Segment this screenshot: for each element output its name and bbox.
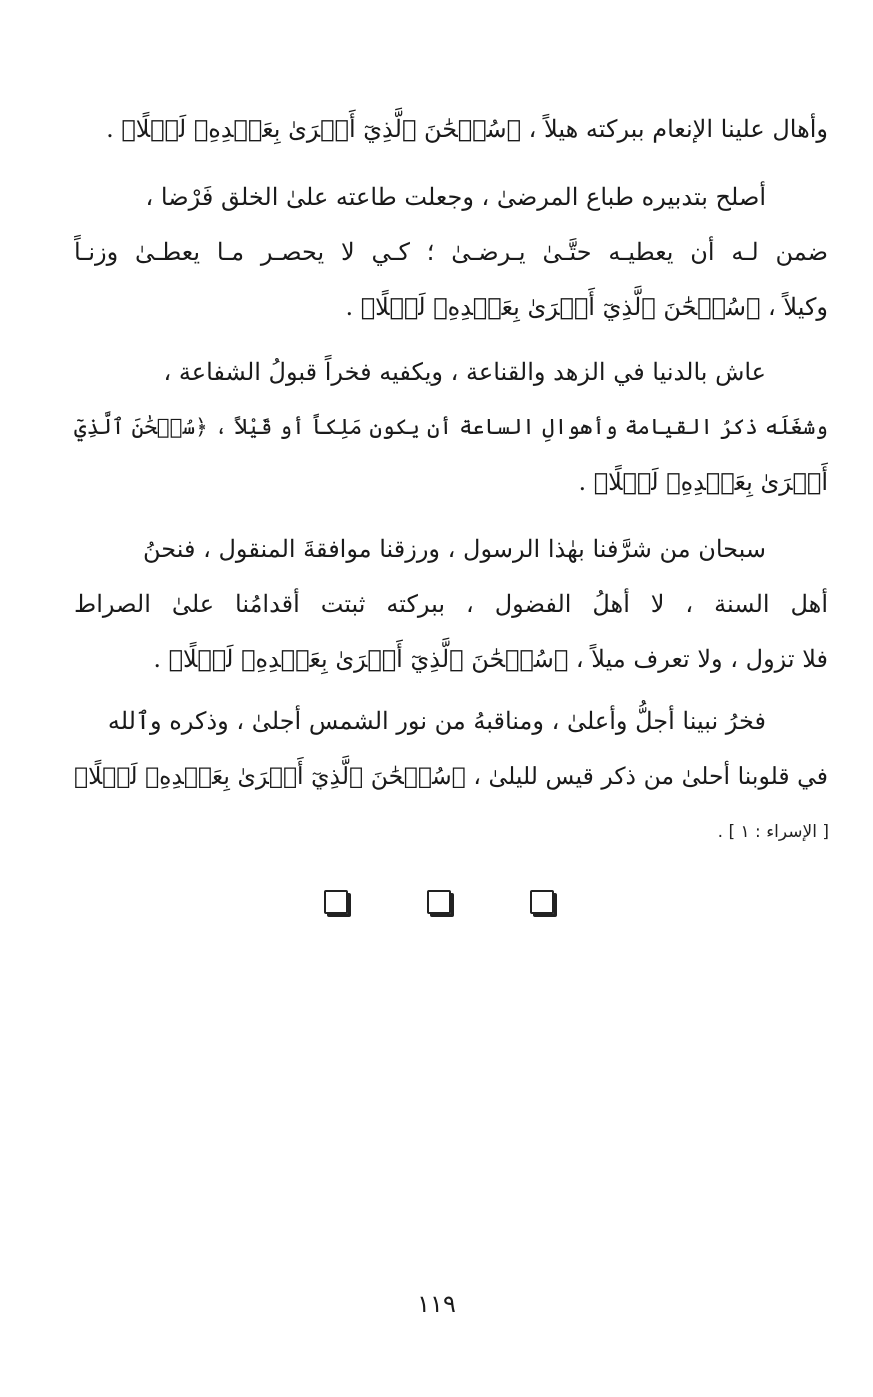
page-number: ١١٩ xyxy=(417,1290,456,1318)
paragraph-4 xyxy=(74,522,828,687)
paragraph-line: فخرُ نبينا أجلُّ وأعلىٰ ، ومناقبهُ من نور الشمس أجلىٰ ، وذكره وٱلله xyxy=(107,707,766,735)
paragraph-line: سبحان من شرَّفنا بهٰذا الرسول ، ورزقنا موافقةَ المنقول ، فنحنُ xyxy=(143,535,766,563)
paragraph-2 xyxy=(74,170,828,335)
square-ornament-icon xyxy=(324,890,348,914)
square-ornament-icon xyxy=(530,890,554,914)
paragraph-line: عاش بالدنيا في الزهد والقناعة ، ويكفيه فخراً قبولُ الشفاعة ، xyxy=(163,358,766,386)
paragraph-line: وشغَلَه ذكرُ القيامة وأهوالِ الساعة أن يكون مَلِكاً أو قَيْلاً ، ﴿سُبۡحَٰنَ ٱلَّذِيٓ xyxy=(74,415,828,440)
paragraph-line: في قلوبنا أحلىٰ من ذكر قيس لليلىٰ ، ﴿سُبۡحَٰنَ ٱلَّذِيٓ أَسۡرَىٰ بِعَبۡدِهِۦ لَيۡلًا﴾ xyxy=(74,762,828,790)
paragraph-1 xyxy=(74,102,828,157)
paragraph-line: وكيلاً ، ﴿سُبۡحَٰنَ ٱلَّذِيٓ أَسۡرَىٰ بِعَبۡدِهِۦ لَيۡلًا﴾ . xyxy=(345,293,828,321)
section-separator xyxy=(0,890,873,918)
paragraph-line: أصلح بتدبيره طباع المرضىٰ ، وجعلت طاعته علىٰ الخلق فَرْضا ، xyxy=(145,183,766,211)
paragraph-3 xyxy=(74,345,828,510)
paragraph-line: وأهال علينا الإنعام ببركته هيلاً ، ﴿سُبۡحَٰنَ ٱلَّذِيٓ أَسۡرَىٰ بِعَبۡدِهِۦ لَيۡلًا﴾ . xyxy=(106,115,828,143)
quran-citation: [ الإسراء : ١ ] . xyxy=(717,822,829,842)
paragraph-line: أهل السنة ، لا أهلُ الفضول ، ببركته ثبتت أقدامُنا علىٰ الصراط xyxy=(74,590,828,618)
paragraph-line: أَسۡرَىٰ بِعَبۡدِهِۦ لَيۡلًا﴾ . xyxy=(578,468,828,496)
square-ornament-icon xyxy=(427,890,451,914)
paragraph-line: ضمن لـه أن يعطيـه حتَّـىٰ يـرضـىٰ ؛ كـي لا يحصـر مـا يعطـىٰ وزنـاً xyxy=(74,238,828,266)
paragraph-line: فلا تزول ، ولا تعرف ميلاً ، ﴿سُبۡحَٰنَ ٱلَّذِيٓ أَسۡرَىٰ بِعَبۡدِهِۦ لَيۡلًا﴾ . xyxy=(153,645,828,673)
paragraph-5 xyxy=(74,694,828,804)
